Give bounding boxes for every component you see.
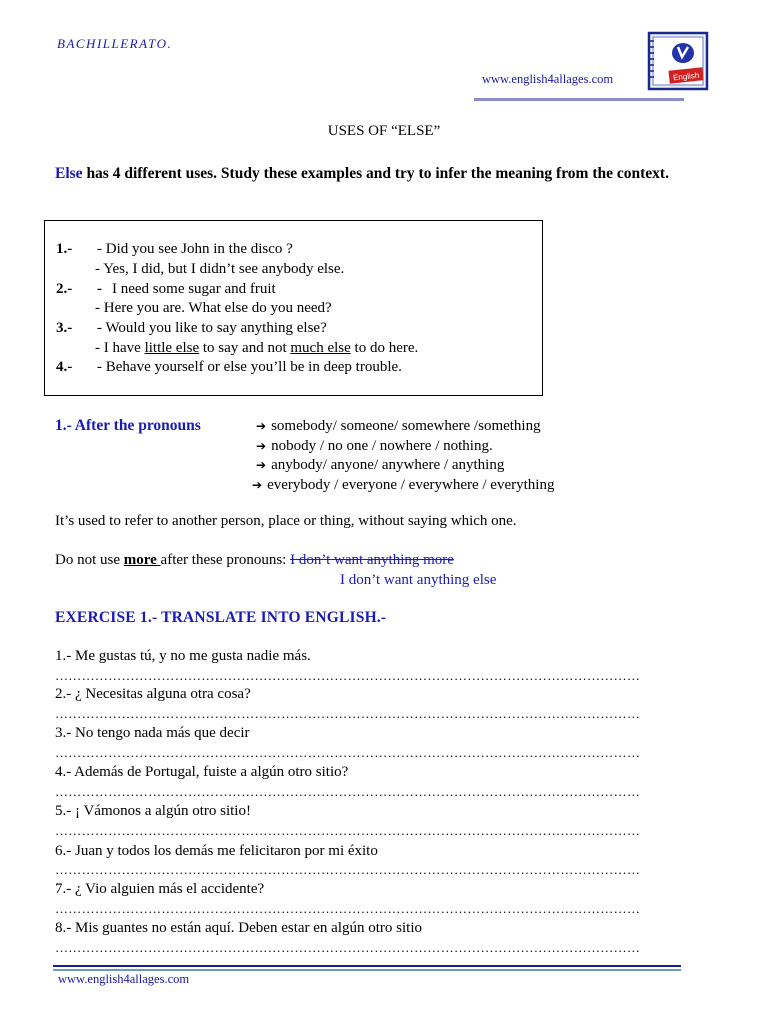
underlined-phrase: little else bbox=[144, 340, 200, 356]
example-1-reply: - Yes, I did, but I didn’t see anybody else. bbox=[95, 261, 345, 277]
answer-line[interactable]: …………………………………………………………………………………………………………………… bbox=[55, 668, 641, 683]
intro-keyword: Else bbox=[55, 165, 83, 182]
exercise-item: 8.- Mis guantes no están aquí. Deben estar en algún otro sitio bbox=[55, 920, 423, 936]
answer-line[interactable]: …………………………………………………………………………………………………………………… bbox=[55, 706, 641, 721]
do-not-use-line bbox=[55, 552, 454, 569]
intro-text: has 4 different uses. Study these examples and try to infer the meaning from the context. bbox=[86, 165, 669, 182]
footer-url-link[interactable]: www.english4allages.com bbox=[58, 972, 190, 986]
header-divider bbox=[474, 98, 684, 101]
correct-example: I don’t want anything else bbox=[340, 572, 497, 588]
example-number: 2.- bbox=[56, 281, 73, 297]
underlined-phrase: much else bbox=[290, 340, 351, 356]
arrow-icon: ➔ bbox=[256, 458, 267, 472]
reply-part: to do here. bbox=[350, 340, 419, 356]
exercise-item: 4.- Además de Portugal, fuiste a algún otro sitio? bbox=[55, 764, 349, 780]
logo-text: English bbox=[672, 70, 700, 83]
answer-line[interactable]: …………………………………………………………………………………………………………………… bbox=[55, 862, 641, 877]
pronoun-row bbox=[256, 438, 493, 455]
english-logo-icon bbox=[645, 29, 713, 93]
exercise-item: 5.- ¡ Vámonos a algún otro sitio! bbox=[55, 803, 251, 819]
example-number: 4.- bbox=[56, 359, 73, 375]
reply-part: - I have bbox=[95, 340, 145, 356]
rule-text: after these pronouns: bbox=[160, 552, 291, 568]
arrow-icon: ➔ bbox=[256, 439, 267, 453]
pronoun-row bbox=[252, 477, 554, 494]
exercise-item: 2.- ¿ Necesitas alguna otra cosa? bbox=[55, 686, 251, 702]
reply-part: to say and not bbox=[199, 340, 291, 356]
example-3-line bbox=[56, 320, 327, 337]
example-4-line bbox=[56, 359, 402, 376]
header-url-link[interactable]: www.english4allages.com bbox=[482, 72, 614, 86]
answer-line[interactable]: …………………………………………………………………………………………………………………… bbox=[55, 940, 641, 955]
answer-line[interactable]: …………………………………………………………………………………………………………………… bbox=[55, 823, 641, 838]
pronoun-list: nobody / no one / nowhere / nothing. bbox=[271, 438, 493, 454]
section-heading: 1.- After the pronouns bbox=[55, 417, 201, 434]
rule-text: Do not use bbox=[55, 552, 124, 568]
answer-line[interactable]: …………………………………………………………………………………………………………………… bbox=[55, 784, 641, 799]
page-title: USES OF “ELSE” bbox=[327, 123, 441, 139]
exercise-item: 6.- Juan y todos los demás me felicitaron por mi éxito bbox=[55, 843, 378, 859]
footer-divider bbox=[53, 969, 681, 971]
answer-line[interactable]: …………………………………………………………………………………………………………………… bbox=[55, 901, 641, 916]
exercise-item: 1.- Me gustas tú, y no me gusta nadie más. bbox=[55, 648, 311, 664]
example-2-line bbox=[56, 281, 276, 298]
answer-line[interactable]: …………………………………………………………………………………………………………………… bbox=[55, 745, 641, 760]
arrow-icon: ➔ bbox=[256, 419, 267, 433]
header-label: BACHILLERATO. bbox=[57, 36, 173, 51]
pronoun-list: somebody/ someone/ somewhere /something bbox=[271, 418, 541, 434]
example-text: - Would you like to say anything else? bbox=[97, 320, 327, 336]
example-text: - Behave yourself or else you’ll be in deep trouble. bbox=[97, 359, 402, 375]
pronoun-list: everybody / everyone / everywhere / everything bbox=[267, 477, 555, 493]
example-1-line bbox=[56, 241, 293, 258]
example-number: 3.- bbox=[56, 320, 73, 336]
more-keyword: more bbox=[123, 552, 161, 568]
example-number: 1.- bbox=[56, 241, 73, 257]
footer-divider bbox=[53, 965, 681, 967]
exercise-title: EXERCISE 1.- TRANSLATE INTO ENGLISH.- bbox=[55, 609, 387, 626]
example-3-reply bbox=[95, 340, 418, 357]
intro-paragraph bbox=[55, 164, 725, 184]
example-text: I need some sugar and fruit bbox=[112, 281, 276, 297]
example-dash: - bbox=[97, 281, 102, 297]
example-text: - Did you see John in the disco ? bbox=[97, 241, 293, 257]
pronoun-row bbox=[256, 457, 504, 474]
example-2-reply: - Here you are. What else do you need? bbox=[95, 300, 332, 316]
exercise-item: 7.- ¿ Vio alguien más el accidente? bbox=[55, 881, 265, 897]
arrow-icon: ➔ bbox=[252, 478, 263, 492]
pronoun-list: anybody/ anyone/ anywhere / anything bbox=[271, 457, 505, 473]
pronoun-row bbox=[256, 418, 541, 435]
wrong-example: I don’t want anything more bbox=[290, 552, 454, 568]
explanation-text: It’s used to refer to another person, place or thing, without saying which one. bbox=[55, 513, 517, 529]
exercise-item: 3.- No tengo nada más que decir bbox=[55, 725, 250, 741]
